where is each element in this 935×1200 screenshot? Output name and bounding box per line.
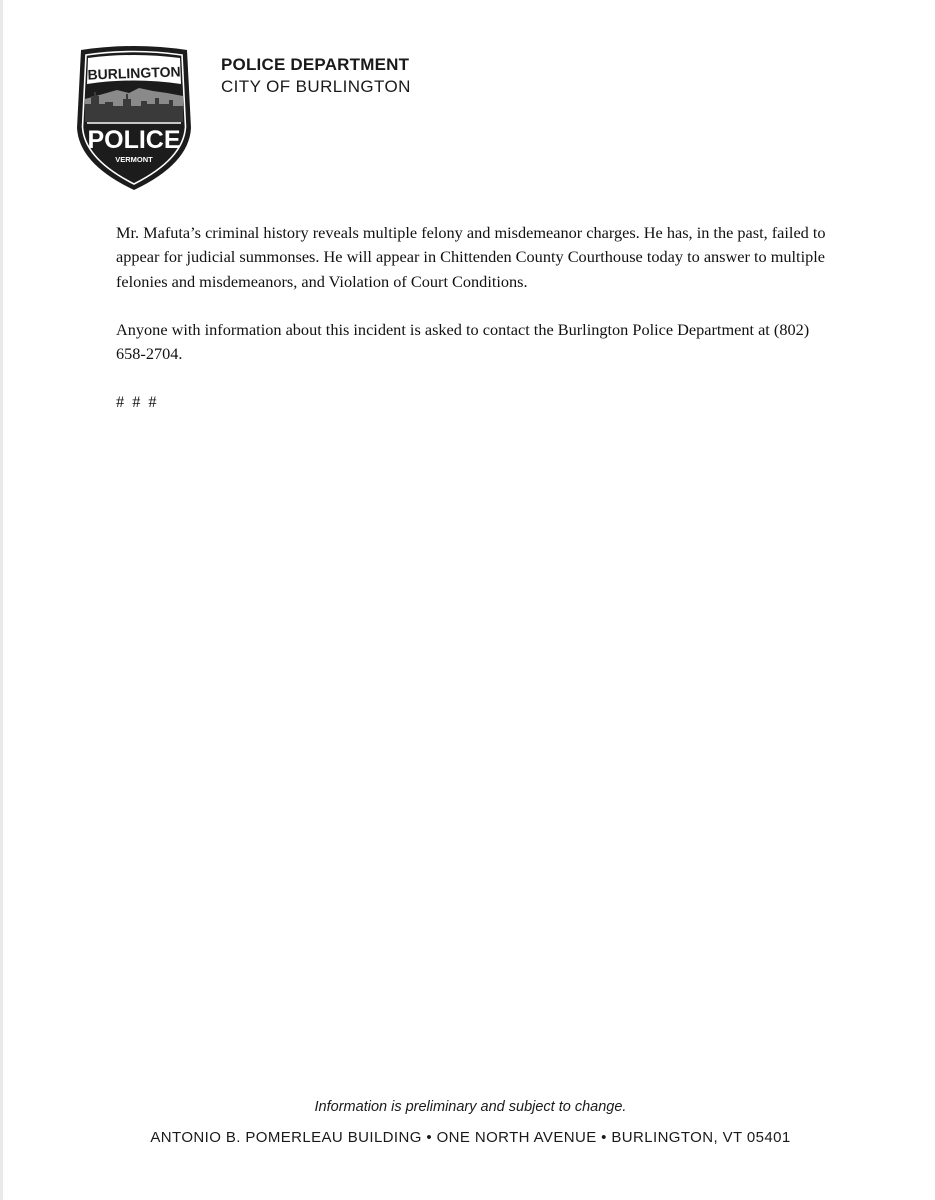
badge-main-text: POLICE — [87, 126, 181, 154]
document-body — [116, 221, 831, 439]
letterhead-title — [221, 54, 411, 98]
badge-bottom-text: VERMONT — [115, 155, 153, 164]
body-paragraph: Anyone with information about this incident is asked to contact the Burlington Police Department at (802) 658-2704. — [116, 319, 810, 364]
police-badge-logo — [73, 44, 195, 192]
footer-address: ANTONIO B. POMERLEAU BUILDING • ONE NORTH AVENUE • BURLINGTON, VT 05401 — [150, 1129, 791, 1146]
department-name: POLICE DEPARTMENT — [221, 55, 410, 74]
city-name: CITY OF BURLINGTON — [221, 77, 411, 96]
footer-disclaimer: Information is preliminary and subject to change. — [314, 1099, 627, 1115]
end-mark: # # # — [116, 392, 159, 412]
badge-top-text: BURLINGTON — [87, 63, 181, 83]
body-paragraph: Mr. Mafuta’s criminal history reveals multiple felony and misdemeanor charges. He has, in the past, failed to appear for judicial summonses. He will appear in Chittenden County Courthouse today to answer to multiple felonies and misdemeanors, and Violation of Court Conditions. — [116, 223, 826, 291]
